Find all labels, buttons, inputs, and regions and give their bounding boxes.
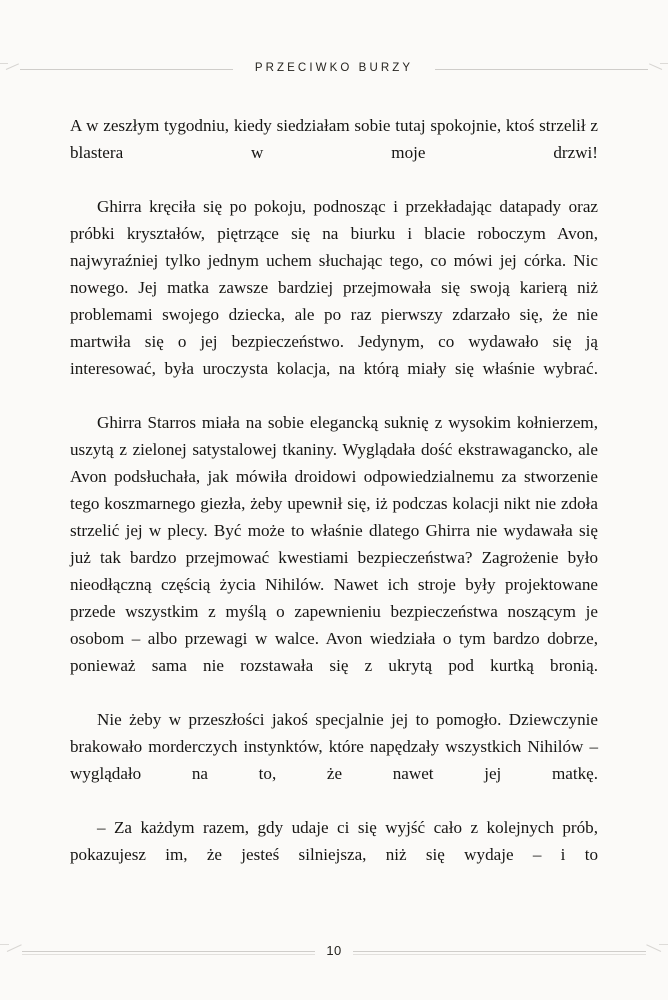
paragraph: Ghirra kręciła się po pokoju, podnosząc i przekładając datapady oraz próbki kryształów, piętrzące się na biurku i blacie roboczym Avon, najwyraźniej tylko jednym uchem słuchając tego, co mówi jej córka. Nic nowego. Jej matka zawsze bardziej przejmowała się swoją karierą niż problemami swojego dziecka, ale po raz pierwszy zdarzało się, że nie martwiła się o jej bezpieczeństwo. Jedynym, co wydawało się ją interesować, była uroczysta kolacja, na którą miały się właśnie wybrać. bbox=[70, 197, 598, 378]
rule-diagonal-right bbox=[649, 63, 662, 70]
rule-tail-left bbox=[0, 63, 8, 64]
rule-tail-right bbox=[660, 63, 668, 64]
paragraph: – Za każdym razem, gdy udaje ci się wyjść cało z kolejnych prób, pokazujesz im, że jesteś silniejsza, niż się wydaje – i to bbox=[70, 818, 598, 864]
paragraph: Ghirra Starros miała na sobie elegancką suknię z wysokim kołnierzem, uszytą z zielonej satystalowej tkaniny. Wyglądała dość ekstrawagancko, ale Avon podsłuchała, jak mówiła droidowi odpowiedzialnemu za stworzenie tego koszmarnego giezła, żeby upewnił się, iż podczas kolacji nikt nie zdoła strzelić jej w plecy. Być może to właśnie dlatego Ghirra nie wydawała się już tak bardzo przejmować kwestiami bezpieczeństwa? Zagrożenie było nieodłączną częścią życia Nihilów. Nawet ich stroje były projektowane przede wszystkim z myślą o zapewnieniu bezpieczeństwa noszącym je osobom – albo przewagi w walce. Avon wiedziała o tym bardzo dobrze, ponieważ sama nie rozstawała się z ukrytą pod kurtką bronią. bbox=[70, 413, 598, 675]
paragraph: Nie żeby w przeszłości jakoś specjalnie jej to pomogło. Dziewczynie brakowało morderczych instynktów, które napędzały wszystkich Nihilów – wyglądało na to, że nawet jej matkę. bbox=[70, 710, 598, 783]
folio-rule-line2-left bbox=[22, 954, 315, 955]
running-head bbox=[0, 56, 668, 82]
folio-rule-diagonal-right bbox=[646, 944, 661, 952]
running-head-title: PRZECIWKO BURZY bbox=[254, 62, 414, 75]
rule-diagonal-left bbox=[6, 63, 19, 70]
page-footer bbox=[0, 938, 668, 962]
rule-line-left bbox=[20, 69, 233, 70]
body-text bbox=[70, 112, 598, 895]
running-head-rule-left bbox=[0, 62, 239, 76]
folio-rule-left bbox=[0, 943, 315, 957]
folio-rule-line-right bbox=[353, 951, 646, 952]
paragraph: A w zeszłym tygodniu, kiedy siedziałam sobie tutaj spokojnie, ktoś strzelił z blastera w moje drzwi! bbox=[70, 116, 598, 162]
running-head-rule-right bbox=[429, 62, 668, 76]
folio-rule-right bbox=[353, 943, 668, 957]
folio-rule-tail-right bbox=[659, 944, 668, 945]
page-number: 10 bbox=[315, 944, 352, 957]
folio-rule-diagonal-left bbox=[7, 944, 22, 952]
folio-rule-tail-left bbox=[0, 944, 9, 945]
rule-line-right bbox=[435, 69, 648, 70]
folio-rule-line2-right bbox=[353, 954, 646, 955]
folio-rule-line-left bbox=[22, 951, 315, 952]
